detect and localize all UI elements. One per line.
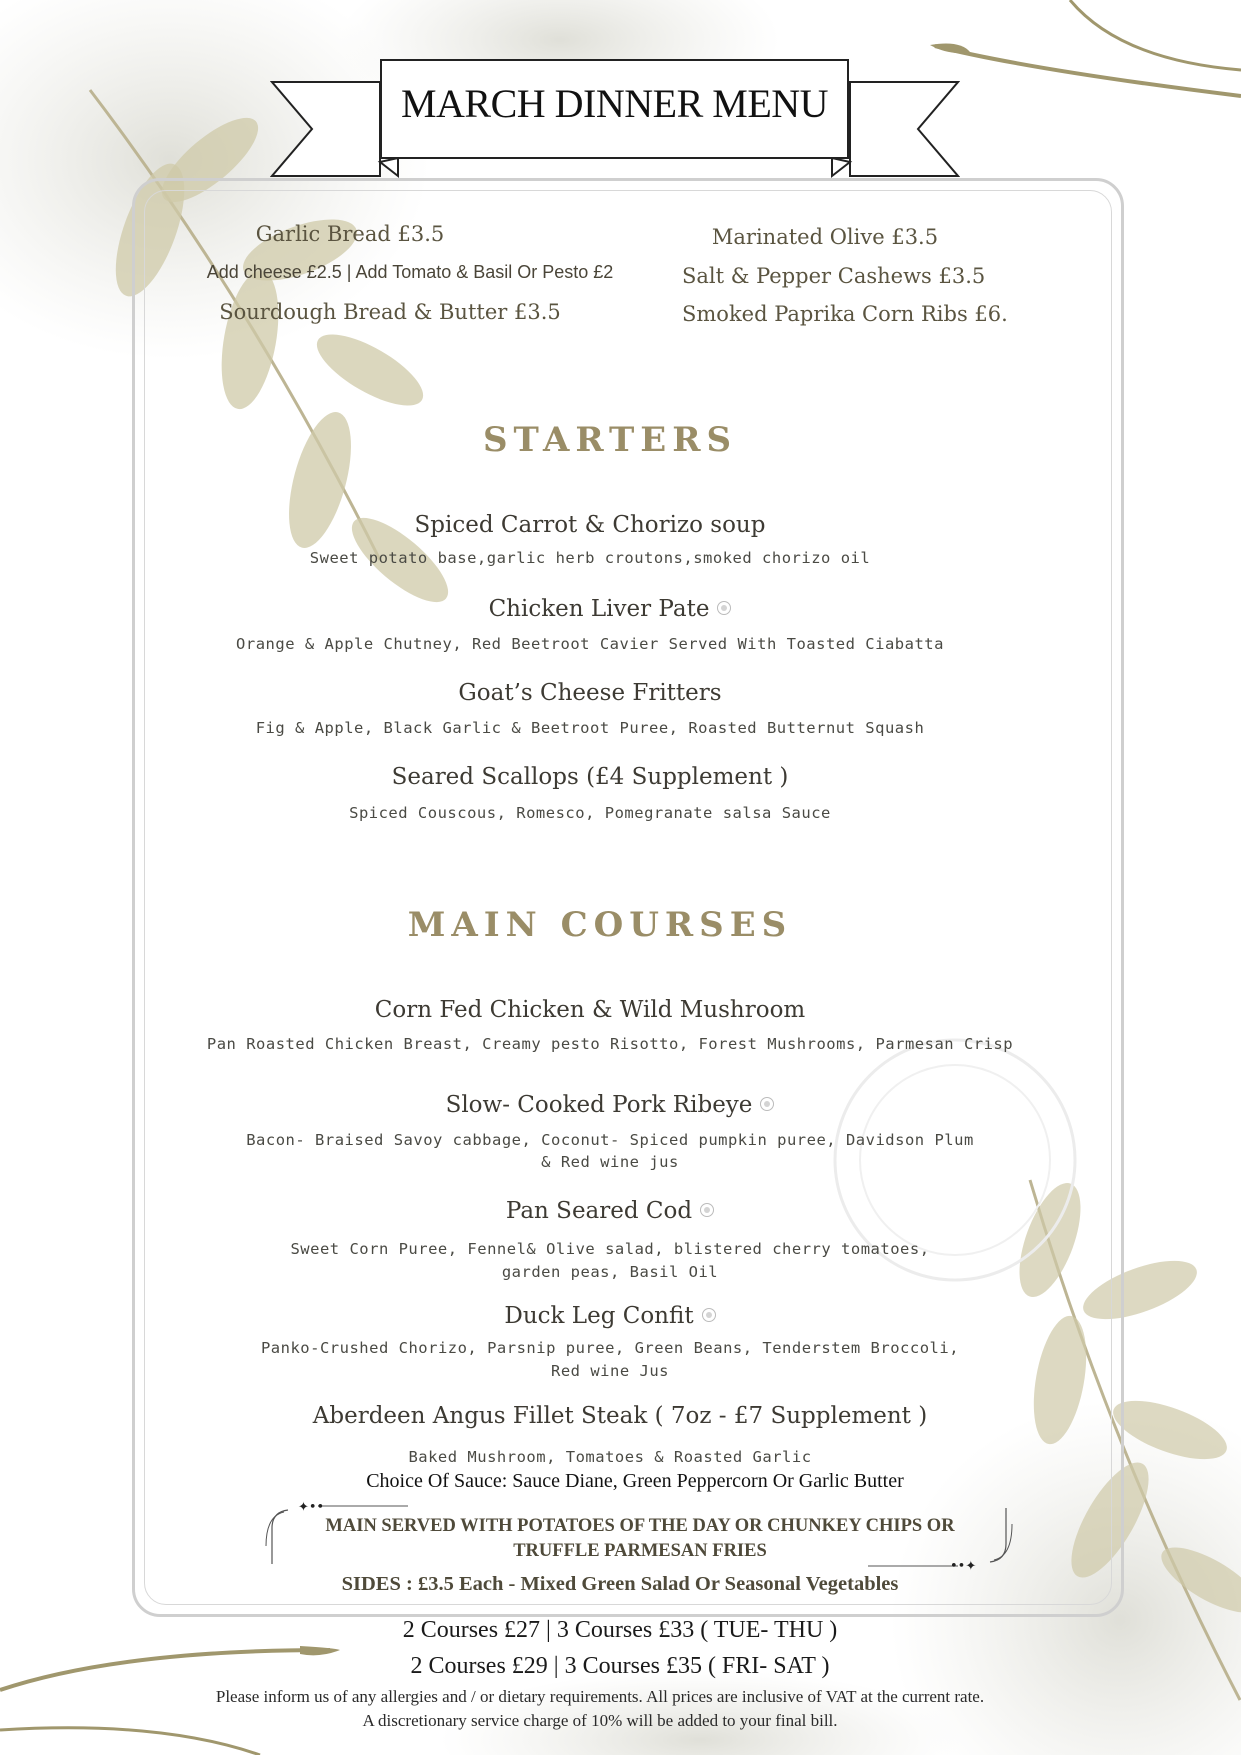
pricing-weekend: 2 Courses £29 | 3 Courses £35 ( FRI- SAT ) xyxy=(410,1653,830,1679)
sauce-choice: Choice Of Sauce: Sauce Diane, Green Peppercorn Or Garlic Butter xyxy=(366,1470,904,1492)
starter-name: Seared Scallops (£4 Supplement ) xyxy=(391,764,789,790)
main-name: Slow- Cooked Pork Ribeye xyxy=(320,1092,900,1118)
house-mark-icon xyxy=(717,601,731,615)
starter-name: Chicken Liver Pate xyxy=(340,596,880,622)
menu-frame-inner xyxy=(144,190,1112,1605)
house-mark-icon xyxy=(702,1308,716,1322)
nibble-addons: Add cheese £2.5 | Add Tomato & Basil Or Pesto £2 xyxy=(206,262,614,282)
starter-desc: Orange & Apple Chutney, Red Beetroot Cavier Served With Toasted Ciabatta xyxy=(236,635,944,653)
nibble-cashews: Salt & Pepper Cashews £3.5 xyxy=(682,264,986,288)
starter-desc: Spiced Couscous, Romesco, Pomegranate salsa Sauce xyxy=(349,804,831,822)
main-courses-heading: MAIN COURSES xyxy=(407,905,793,945)
starters-heading: STARTERS xyxy=(482,420,738,460)
starter-name: Goat’s Cheese Fritters xyxy=(458,680,722,706)
main-desc: garden peas, Basil Oil xyxy=(501,1263,719,1281)
main-name: Pan Seared Cod xyxy=(340,1198,880,1224)
starter-name: Spiced Carrot & Chorizo soup xyxy=(414,512,766,538)
nibble-olive: Marinated Olive £3.5 xyxy=(711,225,939,249)
swoosh-top-right xyxy=(935,46,1241,96)
main-desc: Pan Roasted Chicken Breast, Creamy pesto Risotto, Forest Mushrooms, Parmesan Crisp xyxy=(206,1035,1014,1053)
main-desc: Baked Mushroom, Tomatoes & Roasted Garlic xyxy=(408,1448,812,1466)
service-charge-note: A discretionary service charge of 10% will be added to your final bill. xyxy=(362,1711,838,1730)
starter-desc: Fig & Apple, Black Garlic & Beetroot Puree, Roasted Butternut Squash xyxy=(255,719,925,737)
main-desc: Sweet Corn Puree, Fennel& Olive salad, blistered cherry tomatoes, xyxy=(290,1240,930,1258)
main-desc: Panko-Crushed Chorizo, Parsnip puree, Green Beans, Tenderstem Broccoli, xyxy=(260,1339,960,1357)
svg-text:✦••: ✦•• xyxy=(298,1500,325,1515)
served-with-line: MAIN SERVED WITH POTATOES OF THE DAY OR CHUNKEY CHIPS OR xyxy=(325,1516,955,1536)
main-desc: Bacon- Braised Savoy cabbage, Coconut- Spiced pumpkin puree, Davidson Plum xyxy=(246,1131,974,1149)
nibble-garlic-bread: Garlic Bread £3.5 xyxy=(255,222,445,246)
svg-text:••✦: ••✦ xyxy=(950,1559,977,1572)
house-mark-icon xyxy=(700,1203,714,1217)
sides-note: SIDES : £3.5 Each - Mixed Green Salad Or Seasonal Vegetables xyxy=(341,1573,899,1595)
main-name: Duck Leg Confit xyxy=(340,1303,880,1329)
main-name: Aberdeen Angus Fillet Steak ( 7oz - £7 Supplement ) xyxy=(312,1403,928,1429)
nibble-corn-ribs: Smoked Paprika Corn Ribs £6. xyxy=(682,302,1008,326)
main-desc: Red wine Jus xyxy=(551,1362,669,1380)
pricing-weekday: 2 Courses £27 | 3 Courses £33 ( TUE- THU ) xyxy=(402,1617,838,1643)
starter-desc: Sweet potato base,garlic herb croutons,smoked chorizo oil xyxy=(309,549,871,567)
page-title: MARCH DINNER MENU xyxy=(400,81,829,126)
house-mark-icon xyxy=(760,1097,774,1111)
served-with-note xyxy=(270,1514,1010,1564)
served-with-line: TRUFFLE PARMESAN FRIES xyxy=(513,1541,767,1561)
nibble-sourdough: Sourdough Bread & Butter £3.5 xyxy=(219,300,561,324)
swoosh-bottom-left xyxy=(0,1650,330,1690)
main-desc: & Red wine jus xyxy=(541,1153,679,1171)
main-name: Corn Fed Chicken & Wild Mushroom xyxy=(374,997,806,1023)
allergy-note: Please inform us of any allergies and / or dietary requirements. All prices are inclusive of VAT at the current rate. xyxy=(215,1687,985,1706)
